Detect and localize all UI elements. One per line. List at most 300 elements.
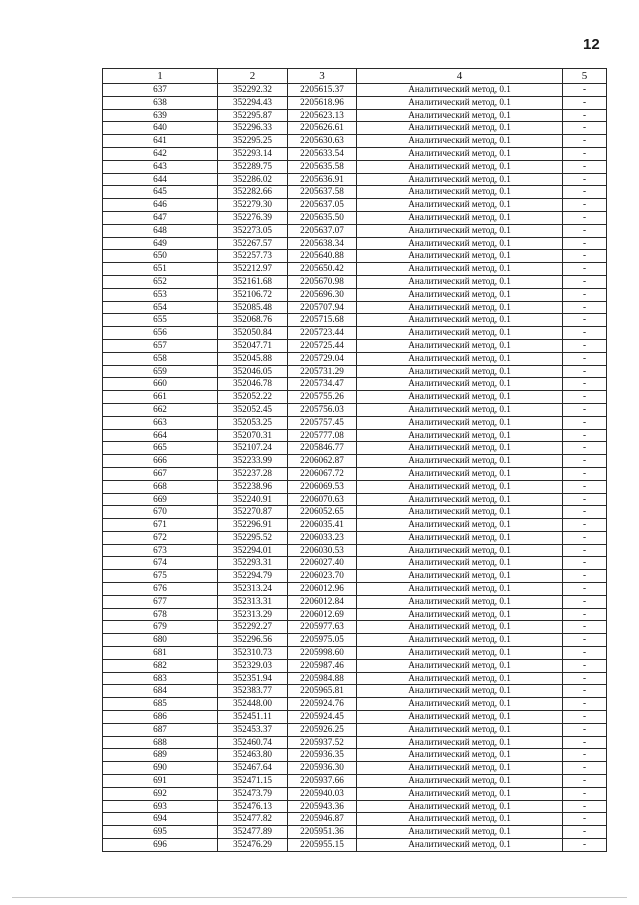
point-number-cell: 690 (103, 762, 218, 775)
table-row (103, 608, 607, 621)
point-number-cell: 650 (103, 250, 218, 263)
method-cell: Аналитический метод, 0.1 (357, 531, 563, 544)
note-cell: - (563, 762, 607, 775)
y-coordinate-cell: 2205943.36 (288, 800, 357, 813)
point-number-cell: 681 (103, 647, 218, 660)
column-header-3: 3 (288, 69, 357, 84)
point-number-cell: 644 (103, 173, 218, 186)
y-coordinate-cell: 2206012.69 (288, 608, 357, 621)
point-number-cell: 676 (103, 583, 218, 596)
x-coordinate-cell: 352293.14 (218, 147, 288, 160)
note-cell: - (563, 839, 607, 852)
method-cell: Аналитический метод, 0.1 (357, 122, 563, 135)
table-row (103, 723, 607, 736)
table-row (103, 583, 607, 596)
method-cell: Аналитический метод, 0.1 (357, 826, 563, 839)
column-header-5: 5 (563, 69, 607, 84)
y-coordinate-cell: 2205633.54 (288, 147, 357, 160)
y-coordinate-cell: 2205670.98 (288, 275, 357, 288)
x-coordinate-cell: 352212.97 (218, 263, 288, 276)
y-coordinate-cell: 2206023.70 (288, 570, 357, 583)
method-cell: Аналитический метод, 0.1 (357, 224, 563, 237)
method-cell: Аналитический метод, 0.1 (357, 711, 563, 724)
table-row (103, 711, 607, 724)
table-row (103, 199, 607, 212)
x-coordinate-cell: 352273.05 (218, 224, 288, 237)
x-coordinate-cell: 352161.68 (218, 275, 288, 288)
y-coordinate-cell: 2206027.40 (288, 557, 357, 570)
x-coordinate-cell: 352107.24 (218, 442, 288, 455)
method-cell: Аналитический метод, 0.1 (357, 160, 563, 173)
method-cell: Аналитический метод, 0.1 (357, 493, 563, 506)
note-cell: - (563, 442, 607, 455)
method-cell: Аналитический метод, 0.1 (357, 352, 563, 365)
note-cell: - (563, 211, 607, 224)
x-coordinate-cell: 352453.37 (218, 723, 288, 736)
table-row (103, 237, 607, 250)
method-cell: Аналитический метод, 0.1 (357, 403, 563, 416)
note-cell: - (563, 199, 607, 212)
point-number-cell: 657 (103, 339, 218, 352)
y-coordinate-cell: 2205946.87 (288, 813, 357, 826)
y-coordinate-cell: 2205734.47 (288, 378, 357, 391)
y-coordinate-cell: 2206062.87 (288, 455, 357, 468)
x-coordinate-cell: 352292.27 (218, 621, 288, 634)
table-row (103, 455, 607, 468)
method-cell: Аналитический метод, 0.1 (357, 647, 563, 660)
note-cell: - (563, 327, 607, 340)
table-row (103, 685, 607, 698)
page-number: 12 (583, 36, 600, 53)
x-coordinate-cell: 352085.48 (218, 301, 288, 314)
point-number-cell: 667 (103, 467, 218, 480)
table-row (103, 352, 607, 365)
table-row (103, 634, 607, 647)
point-number-cell: 666 (103, 455, 218, 468)
y-coordinate-cell: 2205723.44 (288, 327, 357, 340)
note-cell: - (563, 378, 607, 391)
table-row (103, 275, 607, 288)
method-cell: Аналитический метод, 0.1 (357, 749, 563, 762)
y-coordinate-cell: 2205936.30 (288, 762, 357, 775)
table-row (103, 378, 607, 391)
method-cell: Аналитический метод, 0.1 (357, 736, 563, 749)
x-coordinate-cell: 352467.64 (218, 762, 288, 775)
table-row (103, 736, 607, 749)
table-row (103, 416, 607, 429)
note-cell: - (563, 557, 607, 570)
x-coordinate-cell: 352052.45 (218, 403, 288, 416)
note-cell: - (563, 723, 607, 736)
point-number-cell: 660 (103, 378, 218, 391)
y-coordinate-cell: 2205998.60 (288, 647, 357, 660)
table-row (103, 506, 607, 519)
point-number-cell: 652 (103, 275, 218, 288)
x-coordinate-cell: 352237.28 (218, 467, 288, 480)
x-coordinate-cell: 352451.11 (218, 711, 288, 724)
point-number-cell: 659 (103, 365, 218, 378)
x-coordinate-cell: 352313.31 (218, 595, 288, 608)
table-row (103, 135, 607, 148)
table-row (103, 442, 607, 455)
table-row (103, 429, 607, 442)
table-row (103, 787, 607, 800)
x-coordinate-cell: 352294.79 (218, 570, 288, 583)
table-row (103, 224, 607, 237)
point-number-cell: 648 (103, 224, 218, 237)
y-coordinate-cell: 2206030.53 (288, 544, 357, 557)
x-coordinate-cell: 352233.99 (218, 455, 288, 468)
x-coordinate-cell: 352053.25 (218, 416, 288, 429)
y-coordinate-cell: 2205987.46 (288, 659, 357, 672)
y-coordinate-cell: 2205623.13 (288, 109, 357, 122)
method-cell: Аналитический метод, 0.1 (357, 442, 563, 455)
x-coordinate-cell: 352296.56 (218, 634, 288, 647)
y-coordinate-cell: 2205757.45 (288, 416, 357, 429)
method-cell: Аналитический метод, 0.1 (357, 519, 563, 532)
note-cell: - (563, 736, 607, 749)
y-coordinate-cell: 2205777.08 (288, 429, 357, 442)
point-number-cell: 675 (103, 570, 218, 583)
y-coordinate-cell: 2205937.52 (288, 736, 357, 749)
y-coordinate-cell: 2206069.53 (288, 480, 357, 493)
y-coordinate-cell: 2205635.50 (288, 211, 357, 224)
point-number-cell: 658 (103, 352, 218, 365)
x-coordinate-cell: 352476.29 (218, 839, 288, 852)
method-cell: Аналитический метод, 0.1 (357, 621, 563, 634)
method-cell: Аналитический метод, 0.1 (357, 199, 563, 212)
y-coordinate-cell: 2205846.77 (288, 442, 357, 455)
method-cell: Аналитический метод, 0.1 (357, 583, 563, 596)
scan-edge-line (12, 897, 627, 898)
y-coordinate-cell: 2205650.42 (288, 263, 357, 276)
y-coordinate-cell: 2205640.88 (288, 250, 357, 263)
point-number-cell: 661 (103, 391, 218, 404)
y-coordinate-cell: 2205637.58 (288, 186, 357, 199)
method-cell: Аналитический метод, 0.1 (357, 135, 563, 148)
y-coordinate-cell: 2205937.66 (288, 775, 357, 788)
note-cell: - (563, 301, 607, 314)
table-row (103, 211, 607, 224)
table-row (103, 749, 607, 762)
column-header-1: 1 (103, 69, 218, 84)
point-number-cell: 653 (103, 288, 218, 301)
method-cell: Аналитический метод, 0.1 (357, 263, 563, 276)
note-cell: - (563, 698, 607, 711)
note-cell: - (563, 429, 607, 442)
note-cell: - (563, 250, 607, 263)
method-cell: Аналитический метод, 0.1 (357, 301, 563, 314)
note-cell: - (563, 224, 607, 237)
note-cell: - (563, 775, 607, 788)
note-cell: - (563, 506, 607, 519)
table-row (103, 672, 607, 685)
y-coordinate-cell: 2205731.29 (288, 365, 357, 378)
y-coordinate-cell: 2205926.25 (288, 723, 357, 736)
method-cell: Аналитический метод, 0.1 (357, 659, 563, 672)
x-coordinate-cell: 352476.13 (218, 800, 288, 813)
note-cell: - (563, 570, 607, 583)
column-header-4: 4 (357, 69, 563, 84)
x-coordinate-cell: 352477.89 (218, 826, 288, 839)
y-coordinate-cell: 2206052.65 (288, 506, 357, 519)
note-cell: - (563, 800, 607, 813)
y-coordinate-cell: 2206070.63 (288, 493, 357, 506)
y-coordinate-cell: 2206067.72 (288, 467, 357, 480)
table-row (103, 698, 607, 711)
point-number-cell: 655 (103, 314, 218, 327)
y-coordinate-cell: 2205626.61 (288, 122, 357, 135)
note-cell: - (563, 826, 607, 839)
note-cell: - (563, 685, 607, 698)
note-cell: - (563, 84, 607, 97)
x-coordinate-cell: 352045.88 (218, 352, 288, 365)
x-coordinate-cell: 352286.02 (218, 173, 288, 186)
table-row (103, 84, 607, 97)
y-coordinate-cell: 2205729.04 (288, 352, 357, 365)
point-number-cell: 686 (103, 711, 218, 724)
y-coordinate-cell: 2205755.26 (288, 391, 357, 404)
y-coordinate-cell: 2205940.03 (288, 787, 357, 800)
table-row (103, 160, 607, 173)
method-cell: Аналитический метод, 0.1 (357, 109, 563, 122)
y-coordinate-cell: 2205637.05 (288, 199, 357, 212)
method-cell: Аналитический метод, 0.1 (357, 237, 563, 250)
table-row (103, 519, 607, 532)
point-number-cell: 693 (103, 800, 218, 813)
x-coordinate-cell: 352238.96 (218, 480, 288, 493)
table-row (103, 250, 607, 263)
table-row (103, 403, 607, 416)
table-row (103, 800, 607, 813)
method-cell: Аналитический метод, 0.1 (357, 608, 563, 621)
y-coordinate-cell: 2205965.81 (288, 685, 357, 698)
table-row (103, 839, 607, 852)
method-cell: Аналитический метод, 0.1 (357, 557, 563, 570)
point-number-cell: 680 (103, 634, 218, 647)
x-coordinate-cell: 352046.05 (218, 365, 288, 378)
x-coordinate-cell: 352292.32 (218, 84, 288, 97)
x-coordinate-cell: 352282.66 (218, 186, 288, 199)
y-coordinate-cell: 2205636.91 (288, 173, 357, 186)
table-row (103, 301, 607, 314)
method-cell: Аналитический метод, 0.1 (357, 839, 563, 852)
point-number-cell: 665 (103, 442, 218, 455)
x-coordinate-cell: 352052.22 (218, 391, 288, 404)
note-cell: - (563, 96, 607, 109)
note-cell: - (563, 275, 607, 288)
point-number-cell: 687 (103, 723, 218, 736)
x-coordinate-cell: 352448.00 (218, 698, 288, 711)
x-coordinate-cell: 352477.82 (218, 813, 288, 826)
method-cell: Аналитический метод, 0.1 (357, 672, 563, 685)
method-cell: Аналитический метод, 0.1 (357, 250, 563, 263)
x-coordinate-cell: 352276.39 (218, 211, 288, 224)
table-row (103, 147, 607, 160)
note-cell: - (563, 288, 607, 301)
point-number-cell: 683 (103, 672, 218, 685)
point-number-cell: 654 (103, 301, 218, 314)
point-number-cell: 684 (103, 685, 218, 698)
table-row (103, 544, 607, 557)
point-number-cell: 642 (103, 147, 218, 160)
table-row (103, 557, 607, 570)
table-row (103, 314, 607, 327)
method-cell: Аналитический метод, 0.1 (357, 595, 563, 608)
table-row (103, 570, 607, 583)
column-header-2: 2 (218, 69, 288, 84)
note-cell: - (563, 480, 607, 493)
table-row (103, 96, 607, 109)
note-cell: - (563, 544, 607, 557)
table-row (103, 762, 607, 775)
method-cell: Аналитический метод, 0.1 (357, 800, 563, 813)
method-cell: Аналитический метод, 0.1 (357, 378, 563, 391)
table-row (103, 288, 607, 301)
note-cell: - (563, 135, 607, 148)
point-number-cell: 638 (103, 96, 218, 109)
table-row (103, 531, 607, 544)
point-number-cell: 649 (103, 237, 218, 250)
point-number-cell: 692 (103, 787, 218, 800)
note-cell: - (563, 634, 607, 647)
method-cell: Аналитический метод, 0.1 (357, 467, 563, 480)
y-coordinate-cell: 2205707.94 (288, 301, 357, 314)
method-cell: Аналитический метод, 0.1 (357, 634, 563, 647)
point-number-cell: 670 (103, 506, 218, 519)
point-number-cell: 671 (103, 519, 218, 532)
y-coordinate-cell: 2205715.68 (288, 314, 357, 327)
method-cell: Аналитический метод, 0.1 (357, 314, 563, 327)
table-row (103, 775, 607, 788)
method-cell: Аналитический метод, 0.1 (357, 96, 563, 109)
table-row (103, 647, 607, 660)
table-row (103, 327, 607, 340)
y-coordinate-cell: 2205951.36 (288, 826, 357, 839)
note-cell: - (563, 749, 607, 762)
note-cell: - (563, 237, 607, 250)
method-cell: Аналитический метод, 0.1 (357, 173, 563, 186)
y-coordinate-cell: 2205725.44 (288, 339, 357, 352)
note-cell: - (563, 339, 607, 352)
x-coordinate-cell: 352473.79 (218, 787, 288, 800)
method-cell: Аналитический метод, 0.1 (357, 84, 563, 97)
x-coordinate-cell: 352289.75 (218, 160, 288, 173)
note-cell: - (563, 455, 607, 468)
note-cell: - (563, 160, 607, 173)
note-cell: - (563, 531, 607, 544)
x-coordinate-cell: 352296.33 (218, 122, 288, 135)
table-body (103, 84, 607, 852)
y-coordinate-cell: 2205936.35 (288, 749, 357, 762)
x-coordinate-cell: 352270.87 (218, 506, 288, 519)
method-cell: Аналитический метод, 0.1 (357, 186, 563, 199)
y-coordinate-cell: 2206012.84 (288, 595, 357, 608)
y-coordinate-cell: 2205977.63 (288, 621, 357, 634)
x-coordinate-cell: 352313.29 (218, 608, 288, 621)
note-cell: - (563, 672, 607, 685)
table-row (103, 826, 607, 839)
note-cell: - (563, 186, 607, 199)
y-coordinate-cell: 2206035.41 (288, 519, 357, 532)
table-row (103, 467, 607, 480)
method-cell: Аналитический метод, 0.1 (357, 416, 563, 429)
x-coordinate-cell: 352293.31 (218, 557, 288, 570)
note-cell: - (563, 647, 607, 660)
point-number-cell: 639 (103, 109, 218, 122)
point-number-cell: 669 (103, 493, 218, 506)
x-coordinate-cell: 352351.94 (218, 672, 288, 685)
note-cell: - (563, 391, 607, 404)
table-row (103, 480, 607, 493)
note-cell: - (563, 352, 607, 365)
point-number-cell: 641 (103, 135, 218, 148)
x-coordinate-cell: 352267.57 (218, 237, 288, 250)
point-number-cell: 643 (103, 160, 218, 173)
point-number-cell: 674 (103, 557, 218, 570)
method-cell: Аналитический метод, 0.1 (357, 480, 563, 493)
point-number-cell: 685 (103, 698, 218, 711)
point-number-cell: 651 (103, 263, 218, 276)
note-cell: - (563, 621, 607, 634)
x-coordinate-cell: 352257.73 (218, 250, 288, 263)
y-coordinate-cell: 2205955.15 (288, 839, 357, 852)
point-number-cell: 696 (103, 839, 218, 852)
x-coordinate-cell: 352383.77 (218, 685, 288, 698)
note-cell: - (563, 416, 607, 429)
point-number-cell: 677 (103, 595, 218, 608)
table-row (103, 365, 607, 378)
y-coordinate-cell: 2205635.58 (288, 160, 357, 173)
x-coordinate-cell: 352313.24 (218, 583, 288, 596)
method-cell: Аналитический метод, 0.1 (357, 147, 563, 160)
x-coordinate-cell: 352106.72 (218, 288, 288, 301)
note-cell: - (563, 109, 607, 122)
y-coordinate-cell: 2205638.34 (288, 237, 357, 250)
note-cell: - (563, 403, 607, 416)
x-coordinate-cell: 352294.01 (218, 544, 288, 557)
table-row (103, 122, 607, 135)
point-number-cell: 679 (103, 621, 218, 634)
table-row (103, 595, 607, 608)
point-number-cell: 691 (103, 775, 218, 788)
note-cell: - (563, 173, 607, 186)
method-cell: Аналитический метод, 0.1 (357, 429, 563, 442)
table-row (103, 186, 607, 199)
x-coordinate-cell: 352296.91 (218, 519, 288, 532)
point-number-cell: 689 (103, 749, 218, 762)
point-number-cell: 637 (103, 84, 218, 97)
point-number-cell: 682 (103, 659, 218, 672)
x-coordinate-cell: 352240.91 (218, 493, 288, 506)
method-cell: Аналитический метод, 0.1 (357, 211, 563, 224)
point-number-cell: 645 (103, 186, 218, 199)
point-number-cell: 662 (103, 403, 218, 416)
method-cell: Аналитический метод, 0.1 (357, 685, 563, 698)
y-coordinate-cell: 2205637.07 (288, 224, 357, 237)
y-coordinate-cell: 2206012.96 (288, 583, 357, 596)
table-row (103, 621, 607, 634)
y-coordinate-cell: 2205924.45 (288, 711, 357, 724)
method-cell: Аналитический метод, 0.1 (357, 570, 563, 583)
point-number-cell: 640 (103, 122, 218, 135)
note-cell: - (563, 122, 607, 135)
table-row (103, 659, 607, 672)
coordinates-table (102, 68, 607, 852)
note-cell: - (563, 147, 607, 160)
x-coordinate-cell: 352046.78 (218, 378, 288, 391)
x-coordinate-cell: 352068.76 (218, 314, 288, 327)
